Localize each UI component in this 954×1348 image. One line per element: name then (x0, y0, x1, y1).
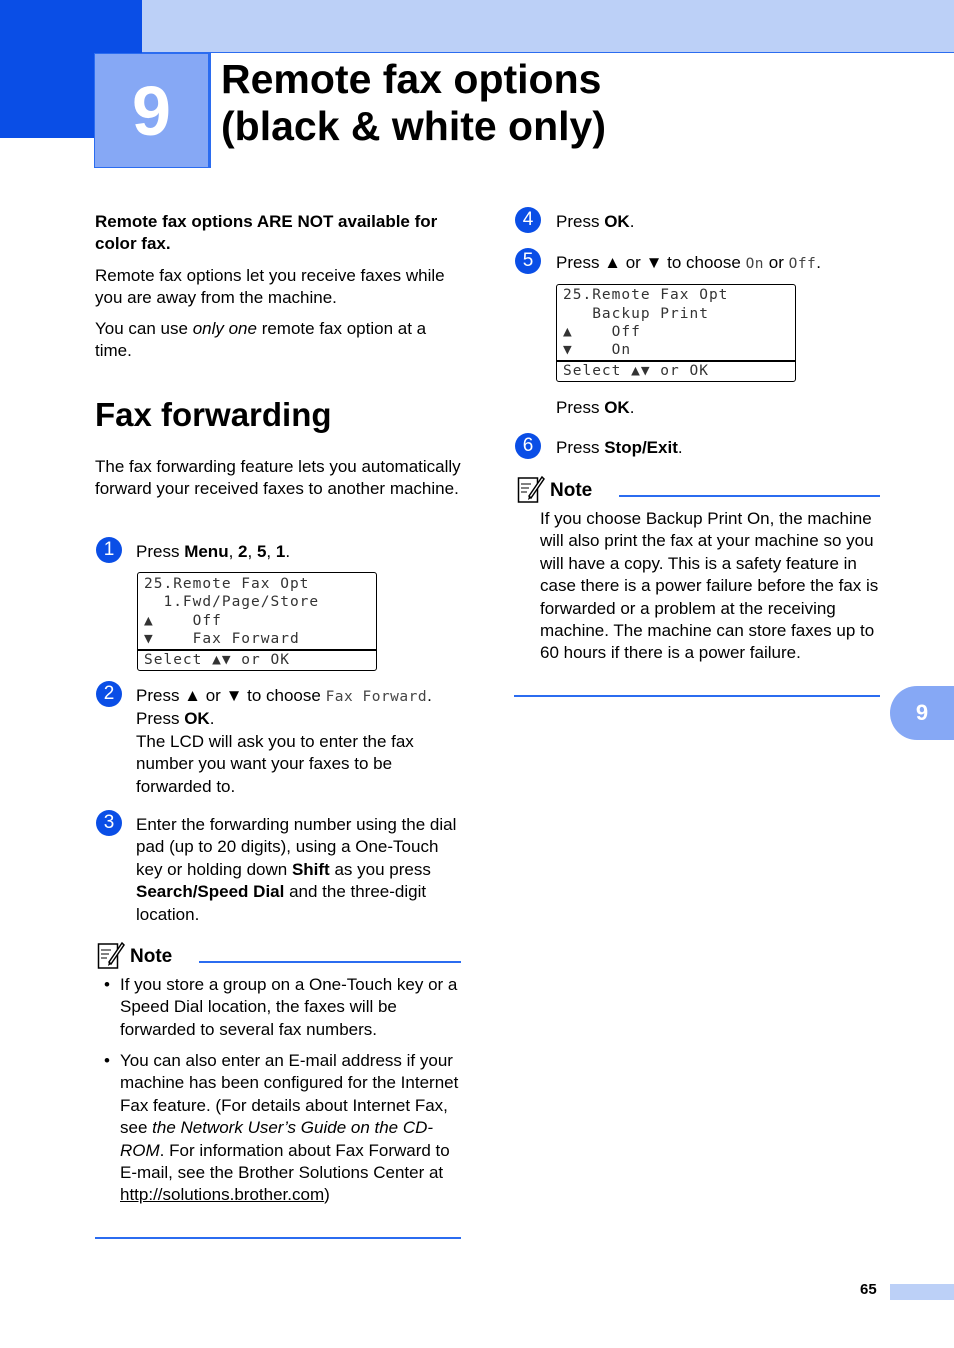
text-span: Enter the forwarding number using the dial pad (up to 20 digits), using a One-Touch key or holding down (136, 815, 457, 879)
text-span: or (764, 253, 789, 272)
note-bottom-rule (514, 695, 880, 697)
fax-forwarding-intro: The fax forwarding feature lets you automatically forward your received faxes to another machine. (95, 457, 461, 499)
note-pencil-icon (517, 474, 545, 504)
chapter-side-tab: 9 (890, 686, 954, 740)
lcd-line: 25.Remote Fax Opt (563, 287, 729, 303)
note-top-rule (199, 961, 461, 963)
press-ok-text (556, 397, 634, 419)
section-heading-fax-forwarding: Fax forwarding (95, 396, 332, 433)
text-span: , (266, 542, 276, 561)
text-span: . (285, 542, 291, 561)
note-label: Note (130, 946, 173, 967)
emphasis-text: the Network User’s Guide on the CD-ROM (120, 1118, 434, 1160)
text-span: . (427, 686, 432, 705)
step-2-line (136, 708, 466, 730)
step-number-2: 2 (96, 681, 122, 707)
step-number-6: 6 (515, 433, 541, 459)
step-number-5: 5 (515, 248, 541, 274)
page-number: 65 (860, 1281, 877, 1298)
header-light-band (142, 0, 954, 53)
key-1: 1 (275, 542, 286, 561)
key-search-speed-dial: Search/Speed Dial (136, 882, 285, 902)
note-top-rule (619, 495, 880, 497)
chapter-title (221, 56, 606, 150)
step-3-text (136, 814, 461, 926)
text-span: , (247, 542, 257, 561)
note-item-email (120, 1050, 465, 1207)
lcd-line: ▲ Off (144, 613, 222, 629)
step-6-text (556, 437, 683, 459)
text-span: ) (324, 1185, 330, 1205)
lcd-line: ▼ On (563, 342, 632, 358)
text-span: Press (556, 398, 605, 417)
text-span: , (228, 542, 239, 561)
text-span: . (209, 709, 215, 729)
lcd-line: ▼ Fax Forward (144, 631, 300, 647)
text-span: . (677, 438, 683, 457)
key-stop-exit: Stop/Exit (604, 438, 678, 457)
step-number-3: 3 (96, 810, 122, 836)
note-bottom-rule (95, 1237, 461, 1239)
lcd-display-fax-forward (137, 572, 377, 671)
key-ok: OK (604, 398, 630, 417)
intro-paragraph: Remote fax options let you receive faxes while you are away from the machine. (95, 266, 445, 308)
text-span: . For information about Fax Forward to E-mail, see the Brother Solutions Center at (120, 1140, 450, 1183)
chapter-title-line2: (black & white only) (221, 103, 606, 149)
step-2-line (136, 685, 466, 708)
lcd-line: 25.Remote Fax Opt (144, 576, 310, 592)
lcd-line: Select ▲▼ or OK (144, 652, 290, 668)
text-span: Press ▲ or ▼ to choose (136, 686, 326, 705)
lcd-line: 1.Fwd/Page/Store (144, 594, 320, 610)
text-span: remote fax option at a time. (95, 319, 427, 361)
step-number-4: 4 (515, 207, 541, 233)
text-span: and the three-digit location. (136, 882, 427, 924)
note-item-group: If you store a group on a One-Touch key or a Speed Dial location, the faxes will be forwarded to several fax numbers. (120, 975, 458, 1039)
step-1-text (136, 541, 290, 563)
note-pencil-icon (97, 940, 125, 970)
key-2: 2 (238, 542, 248, 561)
bullet-dot: • (104, 975, 110, 994)
key-5: 5 (256, 542, 267, 561)
step-number-1: 1 (96, 537, 122, 563)
lcd-option-text: On (745, 256, 765, 272)
title-divider (209, 53, 211, 168)
footer-bar (890, 1284, 954, 1300)
emphasis-text: only one (192, 319, 257, 338)
text-span: . (629, 212, 635, 231)
key-menu: Menu (184, 542, 229, 561)
text-span: You can use (95, 319, 193, 338)
lcd-option-text: Fax Forward (325, 689, 428, 705)
key-ok: OK (604, 212, 630, 231)
lcd-option-text: Off (788, 256, 817, 272)
text-span: Press (136, 542, 185, 561)
step-2-lcd-text: The LCD will ask you to enter the fax number you want your faxes to be forwarded to. (136, 731, 414, 796)
step-5-text (556, 252, 821, 275)
text-span: Press (556, 438, 605, 457)
solutions-center-link[interactable]: http://solutions.brother.com (120, 1185, 325, 1205)
text-span: Press ▲ or ▼ to choose (556, 253, 746, 272)
lcd-line: Select ▲▼ or OK (563, 363, 709, 379)
step-4-text (556, 211, 634, 233)
text-span: Press (556, 212, 605, 231)
text-span: You can also enter an E-mail address if your machine has been configured for the Internet Fax feature. (For details about Internet Fax, see (120, 1051, 459, 1138)
note-label: Note (550, 480, 593, 501)
text-span: as you press (329, 859, 431, 879)
key-shift: Shift (291, 859, 330, 879)
lcd-display-backup-print (556, 284, 796, 382)
chapter-title-line1: Remote fax options (221, 56, 602, 102)
note-backup-print-text: If you choose Backup Print On, the machine will also print the fax at your machine so you will have a copy. This is a safety feature in case there is a power failure before the fax is forwarded or a problem at the receiving machine. The machine can store faxes up to 60 hours if there is a power failure. (540, 509, 879, 663)
key-ok: OK (184, 709, 210, 729)
step-2-text (136, 685, 466, 798)
text-span: Press (136, 709, 185, 729)
text-span: . (629, 398, 635, 417)
bullet-dot: • (104, 1051, 110, 1070)
chapter-number-box: 9 (94, 53, 209, 168)
lcd-line: Backup Print (563, 306, 709, 322)
one-option-paragraph (95, 318, 465, 363)
lcd-line: ▲ Off (563, 324, 641, 340)
color-fax-warning: Remote fax options ARE NOT available for color fax. (95, 212, 438, 254)
text-span: . (816, 253, 822, 272)
